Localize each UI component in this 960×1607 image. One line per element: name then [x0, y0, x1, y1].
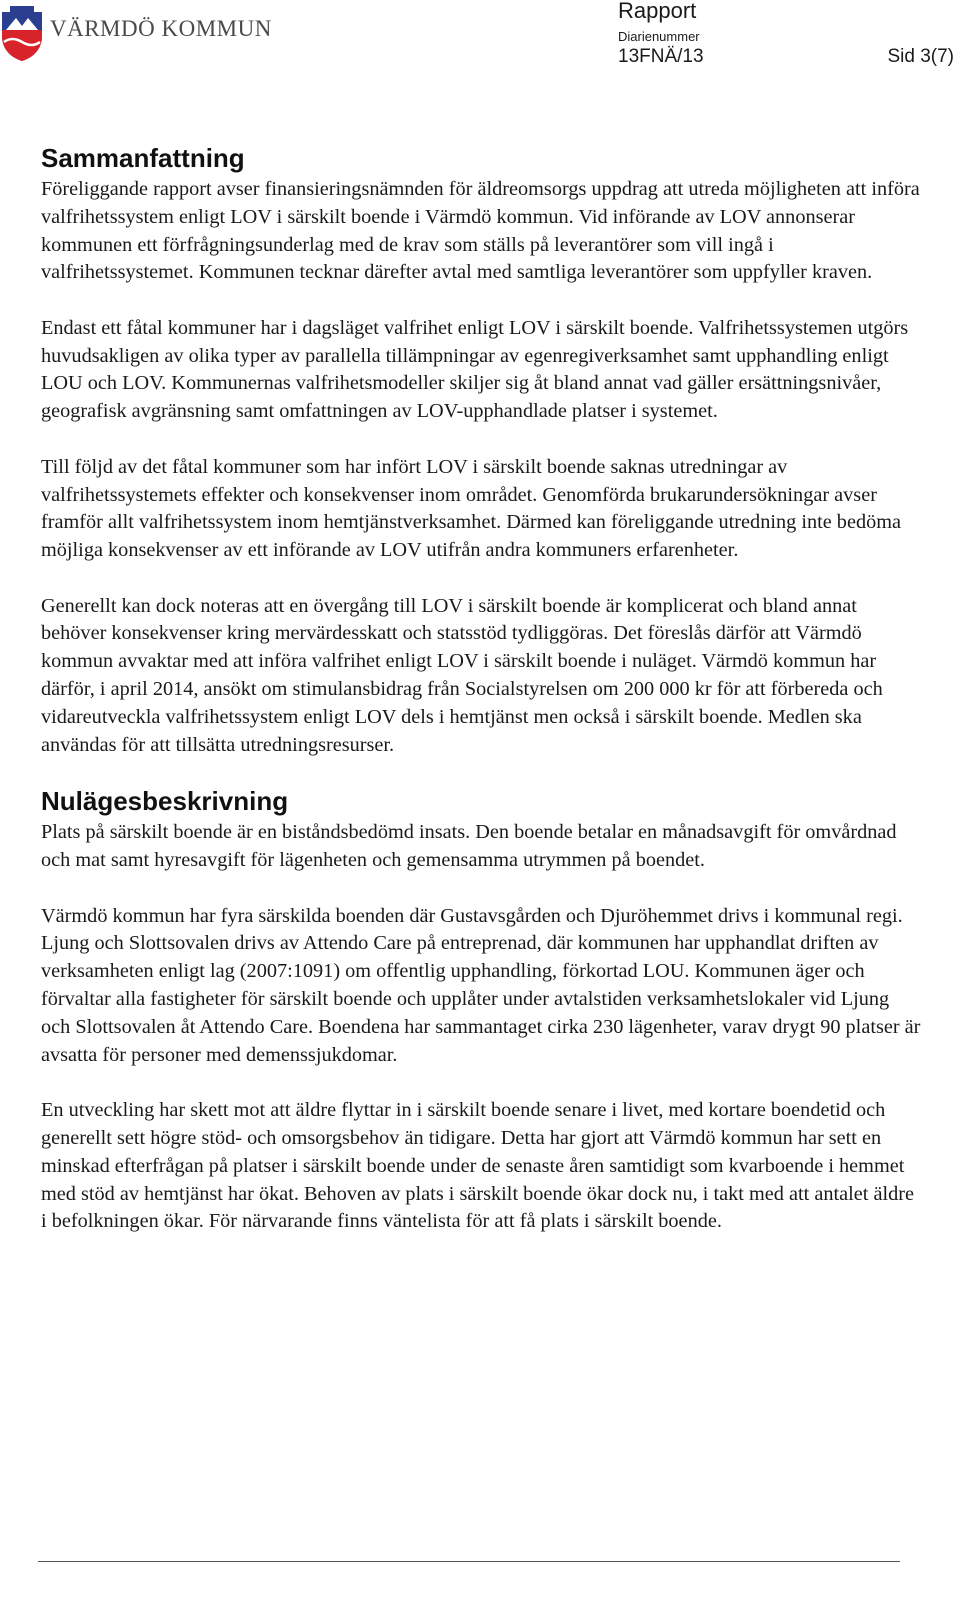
- coat-of-arms-icon: [0, 6, 44, 62]
- section-heading-summary: Sammanfattning: [41, 143, 245, 173]
- paragraph: Värmdö kommun har fyra särskilda boenden där Gustavsgården och Djuröhemmet drivs i kommunal regi. Ljung och Slottsovalen drivs av Attendo Care på entreprenad, där kommunen har upphandlat driften av verksamheten enligt lag (2007:1091) om offentlig upphandling, förkortad LOU. Kommunen äger och förvaltar alla fastigheter för särskilt boende och upplåter under avtalstiden verksamhetslokaler vid Ljung och Slottsovalen åt Attendo Care. Boendena har sammantaget cirka 230 lägenheter, varav drygt 90 platser är avsatta för personer med demenssjukdomar.: [41, 904, 921, 1066]
- diarie-number: 13FNÄ/13: [618, 46, 704, 67]
- paragraph: En utveckling har skett mot att äldre flyttar in i särskilt boende senare i livet, med kortare boendetid och generellt sett högre stöd- och omsorgsbehov än tidigare. Detta har gjort att Värmdö kommun har sett en minskad efterfrågan på platser i särskilt boende under de senaste åren samtidigt som kvarboende i hemmet med stöd av hemtjänst har ökat. Behoven av plats i särskilt boende ökar dock nu, i takt med att antalet äldre i befolkningen ökar. För närvarande finns väntelista för att få plats i särskilt boende.: [41, 1099, 914, 1233]
- page-number: Sid 3(7): [887, 46, 954, 67]
- logo-text: VÄRMDÖ KOMMUN: [50, 16, 272, 41]
- paragraph: Till följd av det fåtal kommuner som har infört LOV i särskilt boende saknas utredningar av valfrihetssystemets effekter och konsekvenser inom området. Genomförda brukarundersökningar avser framför allt valfrihetssystem inom hemtjänstverksamhet. Därmed kan föreliggande utredning inte bedöma möjliga konsekvenser av ett införande av LOV utifrån andra kommuners erfarenheter.: [41, 455, 902, 562]
- paragraph: Plats på särskilt boende är en biståndsbedömd insats. Den boende betalar en månadsavgift för omvårdnad och mat samt hyresavgift för lägenheten och gemensamma utrymmen på boendet.: [41, 821, 897, 872]
- document-type: Rapport: [618, 0, 697, 23]
- paragraph: Föreliggande rapport avser finansieringsnämnden för äldreomsorgs uppdrag att utreda möjligheten att införa valfrihetssystem enligt LOV i särskilt boende i Värmdö kommun. Vid införande av LOV annonserar kommunen ett förfrågningsunderlag med de krav som ställs på leverantörer som vill ingå i valfrihetssystemet. Kommunen tecknar därefter avtal med samtliga leverantörer som uppfyller kraven.: [41, 178, 920, 284]
- document-body: [41, 140, 921, 1236]
- diarie-label: Diarienummer: [618, 29, 700, 44]
- paragraph: Generellt kan dock noteras att en övergång till LOV i särskilt boende är komplicerat och bland annat behöver konsekvenser kring mervärdesskatt och statsstöd tydliggöras. Det föreslås därför att Värmdö kommun avvaktar med att införa valfrihet enligt LOV i särskilt boende i nuläget. Värmdö kommun har därför, i april 2014, ansökt om stimulansbidrag från Socialstyrelsen om 200 000 kr för att förbereda och vidareutveckla valfrihetssystem enligt LOV dels i hemtjänst men också i särskilt boende. Medlen ska användas för att tillsätta utredningsresurser.: [41, 594, 883, 756]
- paragraph: Endast ett fåtal kommuner har i dagsläget valfrihet enligt LOV i särskilt boende. Valfrihetssystemen utgörs huvudsakligen av olika typer av parallella tillämpningar av egenregiverksamhet samt upphandling enligt LOU och LOV. Kommunernas valfrihetsmodeller skiljer sig åt bland annat vad gäller ersättningsnivåer, geografisk avgränsning samt omfattningen av LOV-upphandlade platser i systemet.: [41, 316, 909, 423]
- municipality-logo: [0, 6, 272, 62]
- footer-divider: [38, 1561, 900, 1562]
- section-heading-current-state: Nulägesbeskrivning: [41, 786, 289, 817]
